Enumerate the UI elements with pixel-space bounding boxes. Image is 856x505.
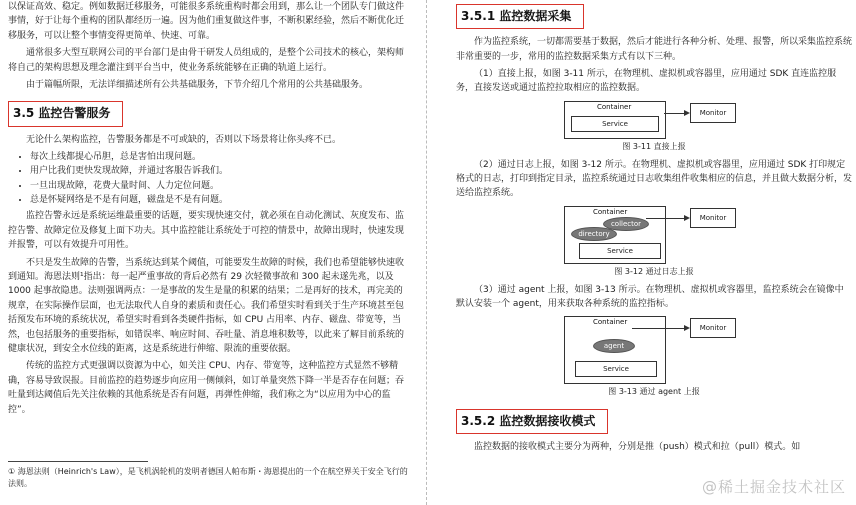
paragraph: 监控告警永远是系统运维最重要的话题，要实现快速交付，就必须在自动化测试、灰度发布、监控告警、故障定位及修复上面下功夫。其中监控能让系统处于可控的情景中，故障出现时，快速发现并报警，可以有效提升可用性。 (8, 211, 405, 251)
paragraph: 传统的监控方式更强调以资源为中心，如关注 CPU、内存、带宽等，这种监控方式显然不够精确，容易导致误报。目前监控的趋势逐步向应用一侧倾斜，如订单量突然下降一半是否存在问题；吞吐量到达阈值后先关注依赖的其他系统是否有问题，再弹性伸缩，我们称之为“以应用为中心的监控”。 (8, 361, 405, 415)
page-gutter (426, 0, 431, 505)
figure-caption: 图 3-12 通过日志上报 (614, 266, 694, 276)
container-label: Container (597, 102, 632, 111)
list-item: • 用户比我们更快发现故障，并通过客服告诉我们。 (30, 164, 404, 178)
right-page-body (456, 0, 852, 458)
service-box: Service (571, 116, 659, 132)
figure-caption: 图 3-13 通过 agent 上报 (608, 387, 700, 397)
arrow-line (632, 328, 686, 329)
arrow-line (646, 218, 686, 219)
paragraph: 监控数据的接收模式主要分为两种，分别是推（push）模式和拉（pull）模式。如 (474, 442, 801, 453)
paragraph: 由于篇幅所限，无法详细描述所有公共基础服务，下节介绍几个常用的公共基础服务。 (26, 79, 369, 90)
container-box (564, 101, 666, 139)
watermark: @稀土掘金技术社区 (701, 478, 846, 496)
paragraph: （1）直接上报，如图 3-11 所示，在物理机、虚拟机或容器里，应用通过 SDK 直连监控服务，直接发送或通过监控拉取相应的监控数据。 (456, 68, 837, 94)
paragraph: （2）通过日志上报，如图 3-12 所示。在物理机、虚拟机或容器里，应用通过 SDK 打印规定格式的日志，打印到指定目录，监控系统通过日志收集组件收集相应的信息，并且做大数据分析，发送给监控系统。 (456, 159, 853, 199)
monitor-box: Monitor (690, 318, 736, 338)
container-label: Container (593, 318, 628, 327)
collector-pill: collector (603, 217, 649, 231)
monitor-box: Monitor (690, 208, 736, 228)
figure-caption: 图 3-11 直接上报 (622, 141, 686, 151)
section-heading-3-5: 3.5 监控告警服务 (8, 101, 123, 126)
right-page (436, 0, 856, 505)
paragraph: （3）通过 agent 上报，如图 3-13 所示。在物理机、虚拟机或容器里，监控系统会在镜像中默认安装一个 agent，用来获取各种系统的监控指标。 (456, 284, 844, 309)
service-box: Service (579, 243, 661, 259)
footnote: ① 海恩法则（Heinrich's Law），是飞机涡轮机的发明者德国人帕布斯・海恩提出的一个在航空界关于安全飞行的法则。 (8, 467, 408, 488)
container-box (564, 316, 666, 384)
list-item: • 每次上线都提心吊胆，总是害怕出现问题。 (30, 150, 404, 164)
paragraph: 不只是发生故障的告警，当系统达到某个阈值，可能要发生故障的时候，我们也希望能够快速收到通知。海恩法则¹指出：每一起严重事故的背后必然有 29 次轻微事故和 300 起未遂先兆，以及 1000 起事故隐患。法则强调两点：一是事故的发生是量的积累的结果；二是再好的技术，再完美的规章，在实际操作层面，也无法取代人自身的素质和责任心。我们希望实时看到关于生产环境甚至包括预发布环境的系统状况，希望实时看到各类硬件指标，如 CPU 占用率、内存、磁盘、带宽等，当然，也包括服务的重要指标，如错误率、响应时间、吞吐量、消息堆积数等，以此来了解目前系统的健康状况，到安全水位线的距离，这是系统进行伸缩、限流的重要依据。 (8, 257, 405, 354)
monitor-box: Monitor (690, 103, 736, 123)
directory-pill: directory (571, 227, 617, 241)
figure-3-11-diagram (564, 99, 744, 139)
footnote-divider (8, 461, 148, 462)
left-page-body (8, 0, 404, 420)
container-box (564, 206, 666, 264)
figure-3-12-diagram (564, 204, 744, 264)
arrow-line (664, 113, 686, 114)
service-box: Service (575, 361, 657, 377)
paragraph: 通常很多大型互联网公司的平台部门是由骨干研发人员组成的，是整个公司技术的核心，架构师将自己的架构思想及理念灌注到平台当中，使业务系统能够在正确的轨道上运行。 (8, 48, 405, 73)
bullet-list (8, 150, 404, 208)
paragraph: 作为监控系统，一切都需要基于数据，然后才能进行各种分析、处理、报警，所以采集监控系统非常重要的一步，常用的监控数据采集方式有以下三种。 (456, 37, 853, 62)
section-heading-3-5-1: 3.5.1 监控数据采集 (456, 4, 584, 29)
paragraph: 以保证高效、稳定。例如数据迁移服务，可能很多系统重构时都会用到，那么让一个团队专门做这件事情，好于让每个重构的团队都经历一遍。因为他们重复做这件事，不断积累经验，然后不断优化迁移服务，可以让整个事情变得更简单、快速、可靠。 (8, 2, 405, 41)
section-heading-3-5-2: 3.5.2 监控数据接收模式 (456, 409, 608, 434)
agent-pill: agent (593, 339, 635, 353)
figure-3-13-diagram (564, 314, 744, 384)
list-item: • 总是怀疑网络是不是有问题，磁盘是不是有问题。 (30, 193, 404, 207)
list-item: • 一旦出现故障，花费大量时间、人力定位问题。 (30, 179, 404, 193)
container-label: Container (593, 207, 628, 216)
paragraph: 无论什么架构监控，告警服务都是不可或缺的，否则以下场景将让你头疼不已。 (26, 134, 342, 145)
left-page (0, 0, 420, 505)
